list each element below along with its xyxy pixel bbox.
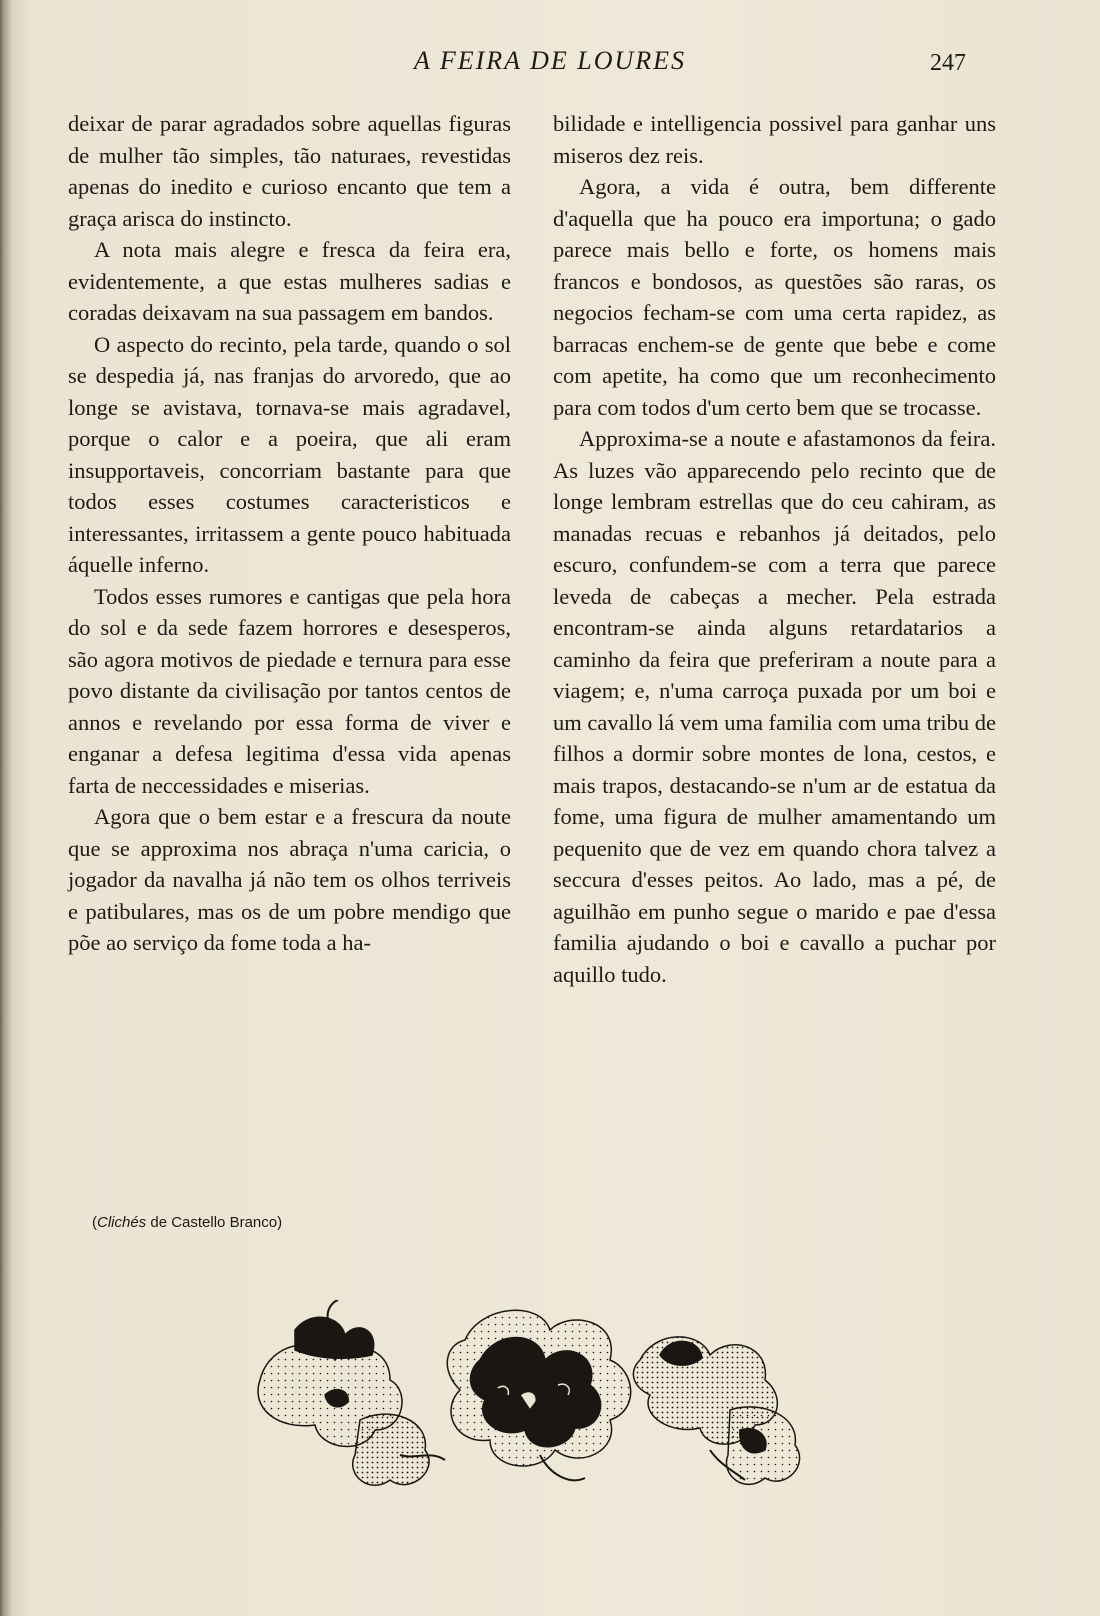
caption-close: ): [277, 1214, 283, 1231]
paragraph: bilidade e intelligencia possivel para ganhar uns miseros dez reis.: [553, 111, 996, 168]
page-title: A FEIRA DE LOURES: [413, 46, 687, 75]
paragraph: O aspecto do recinto, pela tarde, quando o sol se despedia já, nas franjas do arvoredo, que ao longe se avistava, tornava-se mais agradavel, porque o calor e a poeira, que ali eram insupportaveis, concorriam bastante para que todos esses costumes caracteristicos e interessantes, irritassem a gente pouco habituada áquelle inferno.: [68, 331, 511, 577]
paragraph: A nota mais alegre e fresca da feira era, evidentemente, a que estas mulheres sadias e coradas deixavam na sua passagem em bandos.: [68, 237, 511, 325]
pansy-flowers-ornament-icon: [240, 1300, 840, 1510]
left-column: [68, 108, 511, 959]
paragraph: Agora que o bem estar e a frescura da noute que se approxima nos abraça n'uma caricia, o jogador da navalha já não tem os olhos terriveis e patibulares, mas os de um pobre mendigo que põe ao serviço da fome toda a ha-: [68, 804, 511, 955]
paragraph: Approxima-se a noute e afastamonos da feira. As luzes vão apparecendo pelo recinto que de longe lembram estrellas que do ceu cahiram, as manadas recuas e rebanhos já deitados, pelo escuro, confundem-se com a terra que parece leveda de cabeças a mecher. Pela estrada encontram-se ainda alguns retardatarios a caminho da feira que preferiram a noute para a viagem; e, n'uma carroça puxada por um boi e um cavallo lá vem uma familia com uma tribu de filhos a dormir sobre montes de lona, cestos, e mais trapos, destacando-se n'um ar de estatua da fome, uma figura de mulher amamentando um pequenito que de vez em quando chora talvez a seccura d'esses peitos. Ao lado, mas a pé, de aguilhão em punho segue o marido e pae d'essa familia ajudando o boi e cavallo a puchar por aquillo tudo.: [553, 426, 996, 987]
right-column: [553, 108, 996, 990]
caption-cliches: Clichés: [97, 1214, 147, 1231]
paragraph: Todos esses rumores e cantigas que pela hora do sol e da sede fazem horrores e desesperos, são agora motivos de piedade e ternura para esse povo distante da civilisação por tantos centos de annos e revelando por essa forma de viver e enganar a defesa legitima d'essa vida apenas farta de neccessidades e miserias.: [68, 583, 511, 798]
paragraph: deixar de parar agradados sobre aquellas figuras de mulher tão simples, tão naturaes, revestidas apenas do inedito e curioso encanto que tem a graça arisca do instincto.: [68, 111, 511, 231]
image-credit-caption: [92, 1214, 282, 1231]
left-pansy: [258, 1300, 445, 1485]
paragraph: Agora, a vida é outra, bem differente d'aquella que ha pouco era importuna; o gado parece mais bello e forte, os homens mais francos e bondosos, as questões são raras, os negocios fecham-se com uma certa rapidez, as barracas enchem-se de gente que bebe e come com apetite, ha como que um reconhecimento para com todos d'um certo bem que se trocasse.: [553, 174, 996, 420]
caption-credit: de Castello Branco: [146, 1214, 278, 1231]
center-pansy: [447, 1310, 630, 1480]
page-number: 247: [930, 50, 966, 76]
caption-open: (: [92, 1214, 97, 1231]
right-pansy: [633, 1337, 799, 1485]
